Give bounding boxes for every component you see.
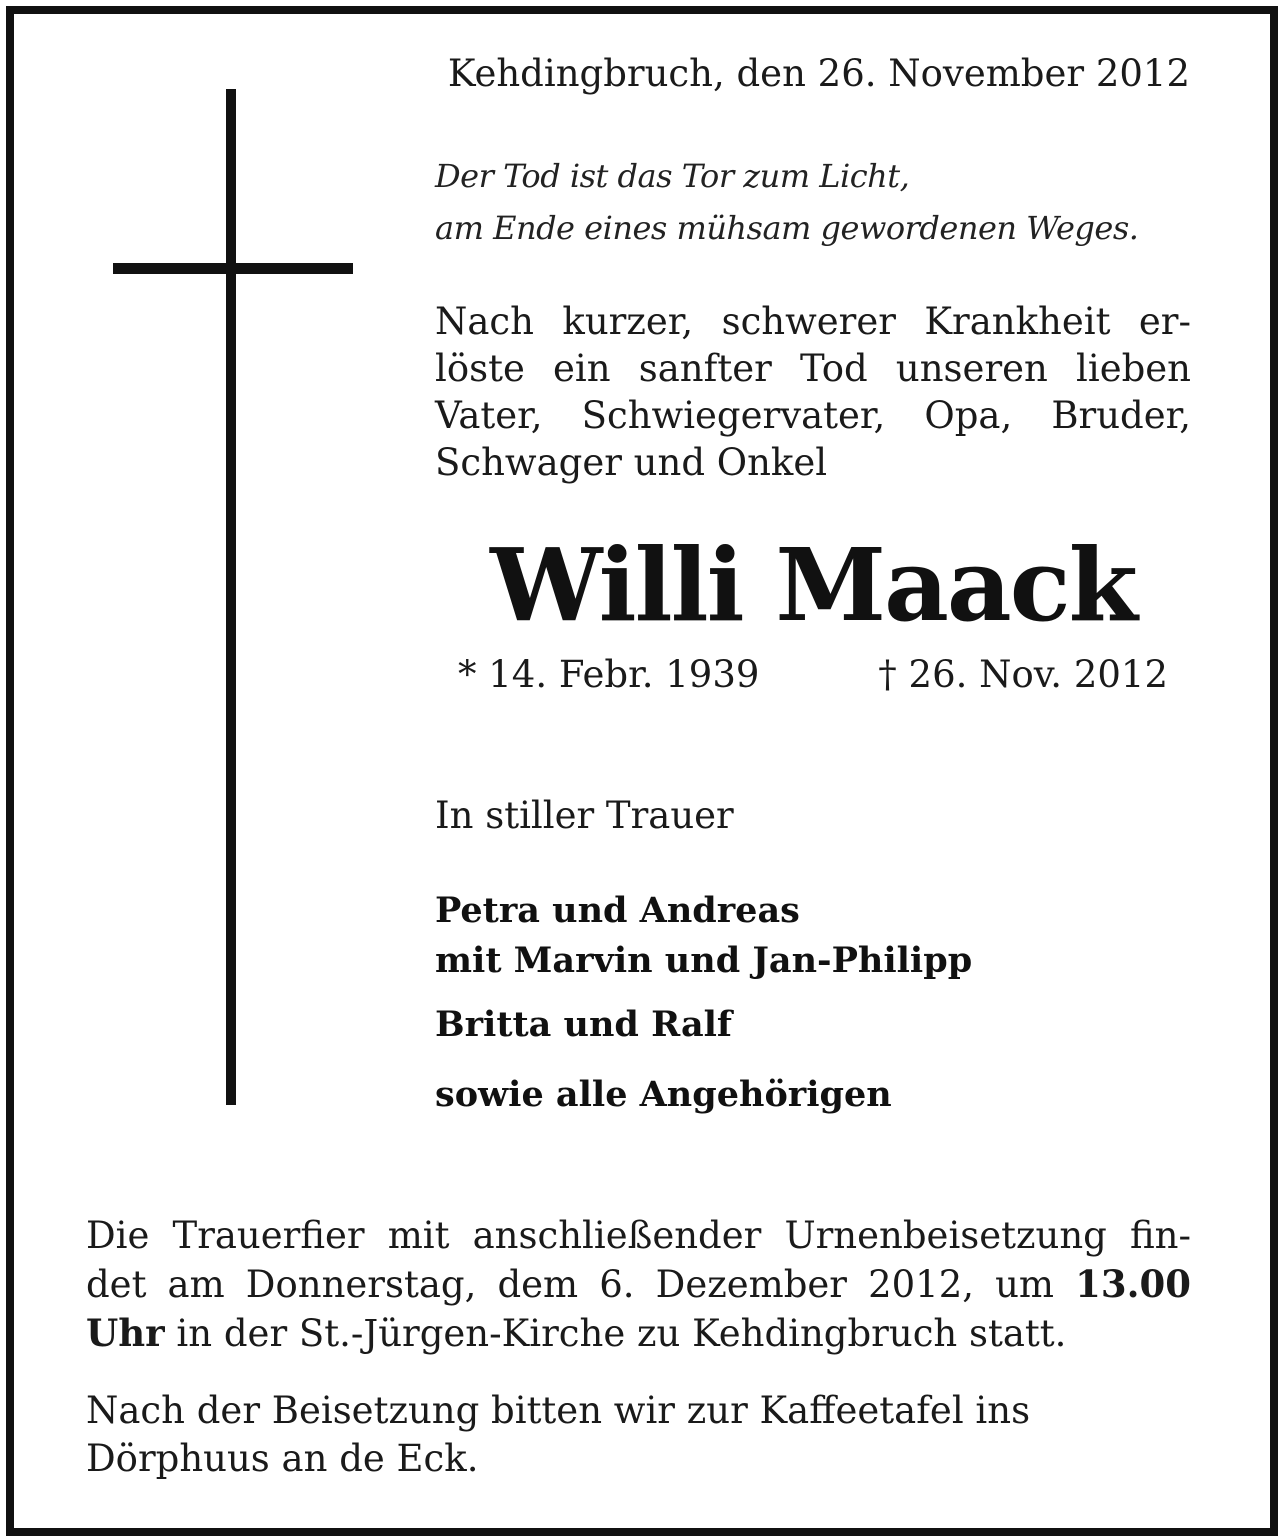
family-group-1-line-1: Petra und Andreas bbox=[435, 890, 800, 931]
cross-icon-bar bbox=[113, 263, 353, 274]
service-time-1: 13.00 bbox=[1075, 1262, 1191, 1306]
intro-line-4: Schwager und Onkel bbox=[435, 441, 828, 484]
intro-line-3: Vater, Schwiegervater, Opa, Bruder, bbox=[435, 394, 1191, 437]
family-group-1-line-2: mit Marvin und Jan-Philipp bbox=[435, 940, 973, 981]
service-line-2-text: det am Donnerstag, dem 6. Dezember 2012, um bbox=[86, 1263, 1076, 1306]
service-line-1: Die Trauerfier mit anschließender Urnenbeisetzung fin- bbox=[86, 1214, 1191, 1257]
place-and-date: Kehdingbruch, den 26. November 2012 bbox=[447, 52, 1190, 95]
mourning-label: In stiller Trauer bbox=[435, 794, 734, 837]
death-date: † 26. Nov. 2012 bbox=[878, 653, 1168, 696]
quote-line-1: Der Tod ist das Tor zum Licht, bbox=[435, 157, 910, 195]
service-line-3-text: in der St.-Jürgen-Kirche zu Kehdingbruch statt. bbox=[164, 1312, 1067, 1355]
service-line-3 bbox=[86, 1309, 1191, 1358]
family-group-2: Britta und Ralf bbox=[435, 1004, 732, 1045]
intro-line-2: löste ein sanfter Tod unseren lieben bbox=[435, 347, 1191, 390]
service-line-2 bbox=[86, 1260, 1191, 1309]
family-group-1 bbox=[435, 886, 972, 986]
family-group-3: sowie alle Angehörigen bbox=[435, 1074, 892, 1115]
quote bbox=[435, 150, 1138, 254]
reception-line-1: Nach der Beisetzung bitten wir zur Kaffeetafel ins bbox=[86, 1389, 1031, 1432]
intro-line-1: Nach kurzer, schwerer Krankheit er- bbox=[435, 300, 1191, 343]
service-time-2: Uhr bbox=[86, 1311, 165, 1355]
quote-line-2: am Ende eines mühsam gewordenen Weges. bbox=[435, 209, 1139, 247]
reception-info bbox=[86, 1387, 1191, 1483]
intro-text bbox=[435, 298, 1191, 486]
deceased-name: Willi Maack bbox=[490, 526, 1136, 644]
service-info bbox=[86, 1212, 1191, 1358]
birth-date: * 14. Febr. 1939 bbox=[458, 653, 760, 696]
reception-line-2: Dörphuus an de Eck. bbox=[86, 1437, 479, 1480]
cross-icon bbox=[226, 89, 236, 1105]
